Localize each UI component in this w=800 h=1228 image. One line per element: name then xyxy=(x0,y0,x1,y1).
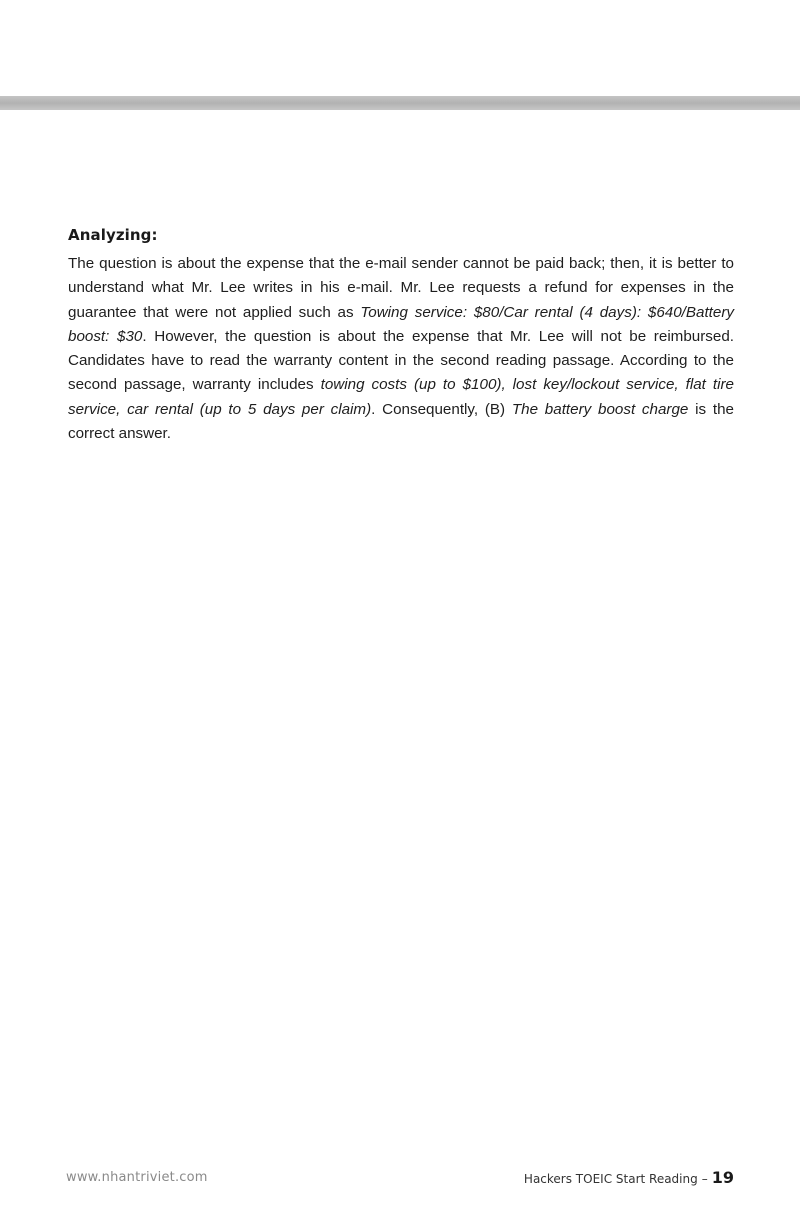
analysis-paragraph xyxy=(68,252,734,446)
page-number: 19 xyxy=(711,1168,734,1187)
answer-italic: The battery boost charge xyxy=(511,400,689,418)
expense-list-italic: Towing service: $80/Car rental (4 days): $640/Battery boost: $30 xyxy=(68,303,735,345)
paragraph-text-1: The question is about the expense that the e-mail sender cannot be paid back; then, it is better to understand what Mr. Lee writes in his e-mail. Mr. Lee requests a refund for expenses in the guarantee that were not applied such as xyxy=(68,255,734,321)
footer-dash: – xyxy=(701,1172,708,1186)
warranty-list-italic: towing costs (up to $100), lost key/lockout service, flat tire service, car rental (up to 5 days per claim) xyxy=(68,376,734,418)
header-band xyxy=(0,96,800,110)
paragraph-text-3: . Consequently, (B) xyxy=(371,400,512,418)
footer-book-title: Hackers TOEIC Start Reading xyxy=(523,1172,698,1186)
footer-book-info xyxy=(524,1168,734,1187)
page-footer xyxy=(0,1166,800,1190)
paragraph-text-4: is the correct answer. xyxy=(68,400,734,443)
analysis-section xyxy=(68,226,734,446)
paragraph-text-2: . However, the question is about the expense that Mr. Lee will not be reimbursed. Candidates have to read the warranty content in the second reading passage. According to the second passage, warranty includes xyxy=(68,327,734,394)
footer-website: www.nhantriviet.com xyxy=(66,1170,208,1185)
section-heading: Analyzing: xyxy=(68,226,158,244)
